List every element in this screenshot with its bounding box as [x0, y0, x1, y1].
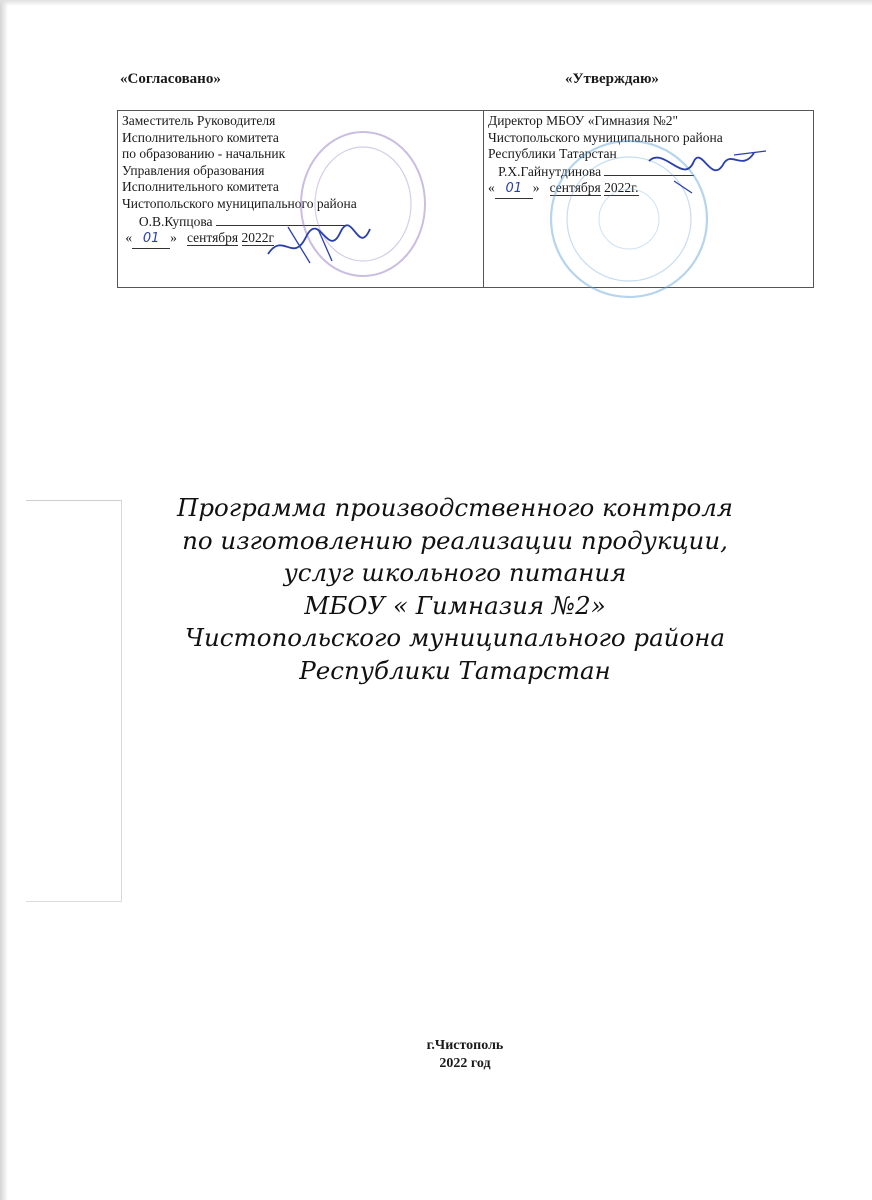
approved-header: «Утверждаю» — [565, 71, 659, 87]
approved-year: 2022г. — [604, 180, 639, 196]
agreed-line: Исполнительного комитета — [122, 129, 279, 145]
scan-left-edge — [0, 0, 8, 1200]
agreed-line: Управления образования — [122, 162, 265, 178]
title-line: по изготовлению реализации продукции, — [182, 525, 728, 555]
approved-line: Чистопольского муниципального района — [488, 129, 723, 145]
title-line: Программа производственного контроля — [176, 493, 734, 522]
approved-signature-blank — [604, 163, 694, 176]
agreed-year: 2022г — [241, 230, 275, 246]
approved-signature-line — [488, 163, 809, 181]
agreed-signature-blank — [216, 213, 346, 226]
scan-top-edge — [0, 0, 872, 6]
agreed-line: Чистопольского муниципального района — [122, 195, 357, 211]
agreed-date-close: » — [170, 230, 177, 246]
agreed-date — [122, 230, 479, 249]
agreed-name: О.В.Купцова — [138, 213, 213, 229]
agreed-signature-line — [122, 213, 479, 231]
document-title — [120, 492, 790, 687]
title-line: Чистопольского муниципального района — [185, 623, 725, 652]
footer-year: 2022 год — [439, 1056, 491, 1071]
scan-fold-mark — [26, 500, 122, 902]
agreed-month: сентября — [187, 230, 239, 246]
approved-date — [488, 180, 809, 199]
agreed-day: 01 — [132, 231, 170, 249]
agreed-line: по образованию - начальник — [122, 146, 286, 162]
footer-city: г.Чистополь — [426, 1038, 504, 1053]
approved-month: сентября — [549, 180, 601, 196]
title-line: услуг школьного питания — [283, 558, 627, 587]
title-line: МБОУ « Гимназия №2» — [304, 590, 606, 620]
approved-day: 01 — [495, 181, 533, 199]
agreed-cell — [118, 111, 484, 288]
document-footer — [380, 1037, 550, 1073]
agreed-date-open: « — [125, 230, 133, 246]
agreed-line: Исполнительного комитета — [122, 179, 279, 195]
title-line: Республики Татарстан — [299, 655, 611, 685]
approved-cell — [484, 111, 814, 288]
approved-date-close: » — [532, 180, 540, 196]
agreed-line: Заместитель Руководителя — [122, 113, 276, 128]
approved-date-open: « — [488, 180, 495, 196]
approved-line: Республики Татарстан — [488, 146, 617, 162]
approved-line: Директор МБОУ «Гимназия №2" — [488, 113, 679, 128]
approved-name: Р.Х.Гайнутдинова — [498, 163, 602, 179]
approval-table — [117, 110, 814, 288]
agreed-header: «Согласовано» — [120, 71, 221, 87]
